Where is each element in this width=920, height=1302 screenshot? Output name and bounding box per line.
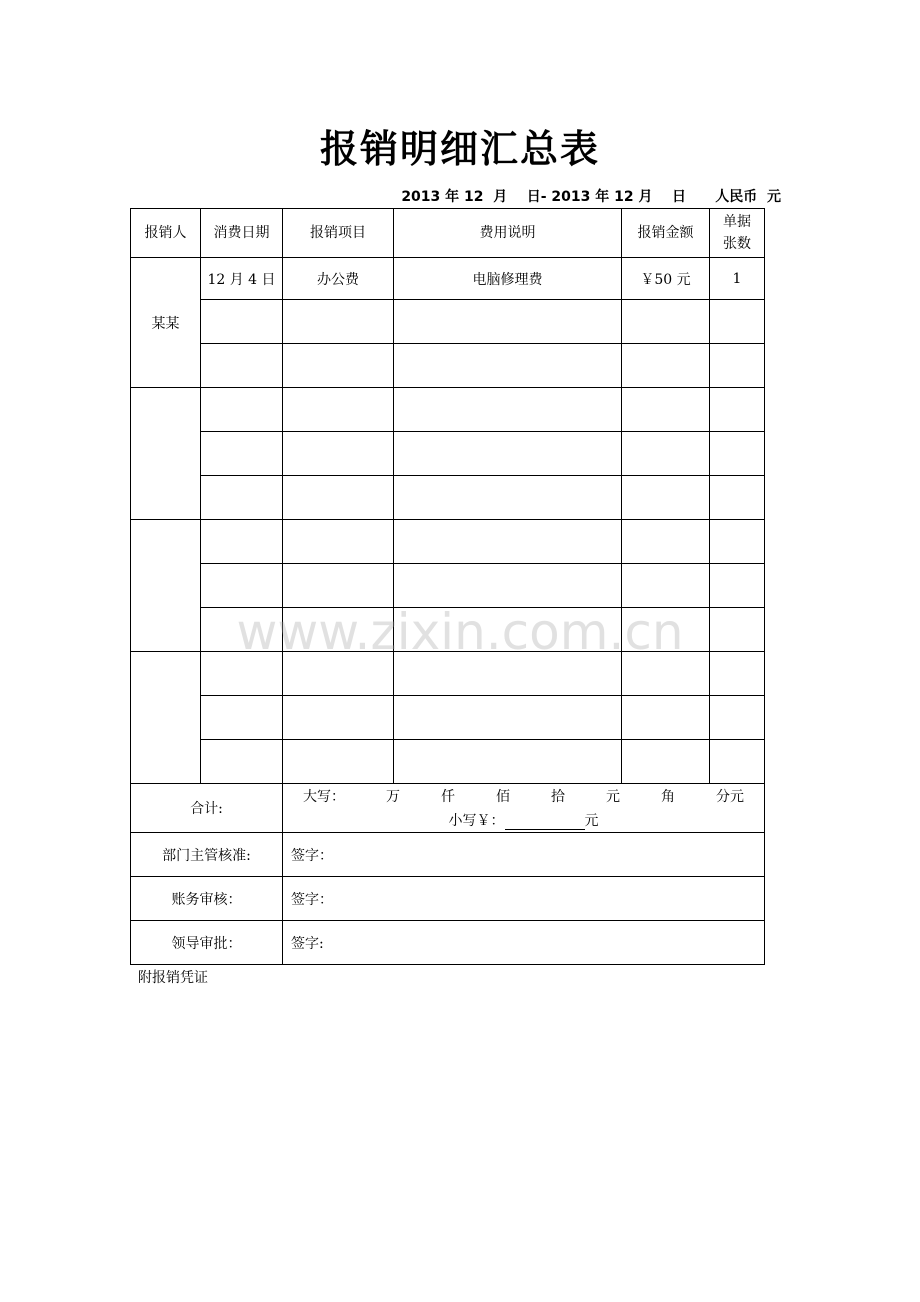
signoff-row (131, 921, 765, 965)
item-cell (283, 564, 394, 608)
count-cell (710, 608, 765, 652)
amount-cell (622, 520, 710, 564)
daxie-unit: 拾 (551, 789, 565, 805)
amount-cell (622, 476, 710, 520)
person-cell (131, 652, 201, 784)
count-cell: 1 (710, 258, 765, 300)
item-cell (283, 520, 394, 564)
description-cell (394, 696, 622, 740)
header-count-line2: 张数 (723, 236, 751, 252)
expense-table (130, 208, 765, 965)
total-value-cell (283, 784, 765, 833)
amount-cell (622, 564, 710, 608)
item-cell (283, 432, 394, 476)
header-count-line1: 单据 (723, 214, 751, 230)
table-row (131, 300, 765, 344)
item-cell (283, 652, 394, 696)
signature-field: 签字： (283, 877, 765, 921)
description-cell (394, 476, 622, 520)
total-xiaoxie-line (283, 810, 764, 830)
item-cell: 办公费 (283, 258, 394, 300)
signoff-row (131, 833, 765, 877)
header-receipt-count (710, 209, 765, 258)
item-cell (283, 344, 394, 388)
item-cell (283, 388, 394, 432)
description-cell (394, 344, 622, 388)
date-range-line: 2013 年 12 月 日- 2013 年 12 月 日 人民币 元 (401, 189, 781, 205)
table-header-row (131, 209, 765, 258)
xiaoxie-blank (505, 815, 585, 830)
amount-cell: ￥50 元 (622, 258, 710, 300)
table-row (131, 476, 765, 520)
amount-cell (622, 696, 710, 740)
table-row (131, 652, 765, 696)
date-cell (201, 344, 283, 388)
page-title: 报销明细汇总表 (319, 127, 600, 171)
table-row (131, 608, 765, 652)
person-cell (131, 520, 201, 652)
count-cell (710, 696, 765, 740)
date-cell (201, 696, 283, 740)
date-cell (201, 476, 283, 520)
count-cell (710, 388, 765, 432)
daxie-unit: 仟 (441, 789, 455, 805)
date-cell (201, 740, 283, 784)
description-cell (394, 608, 622, 652)
count-cell (710, 300, 765, 344)
amount-cell (622, 608, 710, 652)
signoff-label: 领导审批： (131, 921, 283, 965)
item-cell (283, 476, 394, 520)
signature-field: 签字： (283, 833, 765, 877)
table-row (131, 432, 765, 476)
date-cell (201, 388, 283, 432)
signoff-row (131, 877, 765, 921)
date-cell (201, 520, 283, 564)
amount-cell (622, 432, 710, 476)
description-cell (394, 432, 622, 476)
table-row (131, 344, 765, 388)
watermark: www.zixin.com.cn (236, 603, 684, 661)
count-cell (710, 520, 765, 564)
date-cell (201, 564, 283, 608)
table-row (131, 388, 765, 432)
amount-cell (622, 344, 710, 388)
footnote: 附报销凭证 (138, 970, 208, 986)
table-row (131, 740, 765, 784)
header-description: 费用说明 (394, 209, 622, 258)
signoff-label: 账务审核： (131, 877, 283, 921)
item-cell (283, 696, 394, 740)
amount-cell (622, 740, 710, 784)
count-cell (710, 740, 765, 784)
xiaoxie-prefix: 小写￥： (448, 813, 505, 829)
daxie-label: 大写： (303, 789, 345, 805)
header-person: 报销人 (131, 209, 201, 258)
total-label: 合计: (131, 784, 283, 833)
person-cell (131, 388, 201, 520)
table-row (131, 258, 765, 300)
header-item: 报销项目 (283, 209, 394, 258)
date-cell (201, 608, 283, 652)
amount-cell (622, 652, 710, 696)
count-cell (710, 344, 765, 388)
description-cell: 电脑修理费 (394, 258, 622, 300)
description-cell (394, 300, 622, 344)
daxie-unit: 万 (386, 789, 400, 805)
header-date: 消费日期 (201, 209, 283, 258)
date-cell (201, 300, 283, 344)
daxie-unit: 佰 (496, 789, 510, 805)
date-cell: 12 月 4 日 (201, 258, 283, 300)
description-cell (394, 520, 622, 564)
description-cell (394, 652, 622, 696)
table-row (131, 520, 765, 564)
item-cell (283, 608, 394, 652)
table-row (131, 564, 765, 608)
date-cell (201, 652, 283, 696)
amount-cell (622, 300, 710, 344)
daxie-unit: 角 (661, 789, 675, 805)
count-cell (710, 564, 765, 608)
count-cell (710, 476, 765, 520)
amount-cell (622, 388, 710, 432)
description-cell (394, 740, 622, 784)
count-cell (710, 652, 765, 696)
item-cell (283, 740, 394, 784)
table-row (131, 696, 765, 740)
daxie-unit: 分元 (716, 789, 744, 805)
person-cell: 某某 (131, 258, 201, 388)
daxie-unit: 元 (606, 789, 620, 805)
xiaoxie-suffix: 元 (584, 813, 599, 829)
total-row (131, 784, 765, 833)
header-amount: 报销金额 (622, 209, 710, 258)
item-cell (283, 300, 394, 344)
total-daxie-line (283, 786, 764, 806)
date-cell (201, 432, 283, 476)
signoff-label: 部门主管核准: (131, 833, 283, 877)
count-cell (710, 432, 765, 476)
description-cell (394, 564, 622, 608)
description-cell (394, 388, 622, 432)
signature-field: 签字: (283, 921, 765, 965)
